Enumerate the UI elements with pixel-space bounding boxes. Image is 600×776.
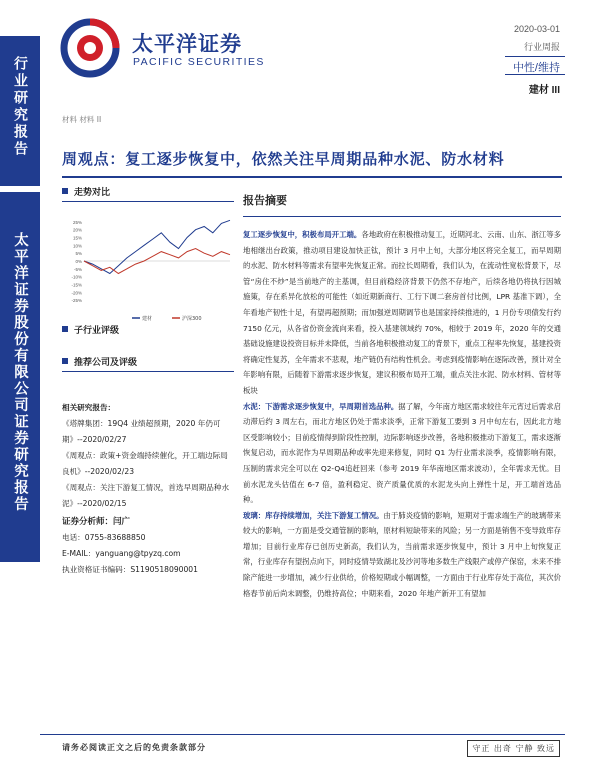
breadcrumb: 材料 材料 II (62, 115, 102, 124)
series-line (84, 220, 230, 273)
sidebar-top-block (0, 36, 40, 186)
y-tick-label: -15% (71, 282, 82, 288)
y-tick-label: 5% (75, 251, 82, 257)
paragraph-body: 据了解，今年南方地区需求较往年元宵过后需求启动滞后约 3 周左右，而北方地区仍处于需求淡季，正常下游复工要到 3 月中旬左右，因此北方地区受影响较小；目前疫情得到阶段性控制，边际影响逐步改善，各地积极推动下游复工，需求逐渐恢复启动，而水泥作为早周期品种或率先迎来修复，同时 Q1 为行业需求淡季，疫情影响有限，压制的需求完全可以在 Q2-Q4追赶回来（参考 2019 年华南地区需求波动），全年需求无忧。目前水泥龙头估值在 6-7 倍，盈利稳定、资产质量优质的水泥龙头向上弹性十足，开工端首选品种。 (243, 401, 561, 505)
analyst-email[interactable]: E-MAIL：yanguang@tpyzq.com (62, 549, 181, 558)
company-logo (60, 18, 270, 80)
sidebar-bottom-block (0, 192, 40, 562)
paragraph-body: 各地政府在积极推动复工，近期河北、云南、山东、浙江等多地相继出台政策，推动项目建设加快正钛，预计 3 月中上旬，大部分地区将完全复工，而早周期的水泥、防水材料等需求有望率先恢复正常。而拉长周期看，我们认为，在流动性宽松背景下，尽管“房住不炒”是当前地产的主基调，但目前稳经济背景下仍然不存地产，后续各地仍将执行因城施策，存在系异化放松的可能性（如近期新商行、工行下调二套房首付比例，LPR 基准下调），全年看地产韧性十足，有望再超预期；而加强逆周期调节也是国家持续推进的，1 月份专项债发行约 7150 亿元，从各省份资金流向来看，投入基建领域约 70%，相较于 2019 年，2020 年的交通基础设施建设投资目标并未降低，当前各地积极推动复工的背景下，重点工程率先恢复，基建投资将确定性复苏，全年需求不悲观，地产链仍有结构性机会。考虑到疫情影响在逐际改善，预计对全年影响有限，后随着下游需求逐步恢复，建议积极布局开工端，重点关注水泥、防水材料、管材等板块 (243, 230, 561, 395)
y-tick-label: -10% (71, 274, 82, 280)
abstract-paragraph (243, 227, 561, 399)
legend-label: 建材 (142, 316, 153, 322)
trend-chart (62, 208, 234, 323)
legend-label: 沪深300 (182, 316, 202, 322)
related-report-item[interactable]: 《周观点：关注下游复工情况，首选早周期品种水泥》--2020/02/15 (62, 483, 230, 508)
title-divider (62, 176, 562, 178)
square-bullet-icon (62, 358, 68, 364)
abstract-paragraph (243, 399, 561, 508)
paragraph-body: 由于肺炎疫情的影响，短期对于需求端生产的玻璃带来较大的影响，一方面是受交通管制的影响，原材料短缺带来的风险；另一方面是销售不变导致库存增加；目前行业库存已创历史新高，我们认为，当前需求逐步恢复中，预计 3 月中上旬恢复正常，行业库存有望拐点向下，同时疫情导致湖北及沙河等地多数生产线限产或停产保窑，未来不排除产能进一步增加，减少行业供给，价格短期或小幅调整，一方面由于行业库存处于高位，其次价格春节前后尚未调整，仍维持高位；中期来看，2020 年地产新开工有望加 (243, 510, 561, 598)
logo-ring-icon (60, 18, 120, 78)
related-reports-label: 相关研究报告： (62, 403, 116, 412)
brand-name-en: PACIFIC SECURITIES (133, 56, 265, 68)
header-divider (505, 56, 565, 57)
analyst-name: 证券分析师：闫广 (62, 517, 131, 527)
trend-chart-svg (62, 208, 234, 323)
related-reports (62, 400, 234, 512)
y-tick-label: 15% (72, 235, 82, 241)
y-tick-label: 20% (72, 227, 82, 233)
header-divider (505, 74, 565, 75)
abstract-paragraph (243, 508, 561, 602)
company-rating-section (62, 354, 234, 372)
report-type: 行业周报 (523, 42, 560, 52)
analyst-license: 执业资格证书编码：S1190518090001 (62, 565, 198, 574)
section-divider (62, 371, 234, 372)
industry-rating: 中性/维持 (512, 62, 560, 74)
company-rating-title: 推荐公司及评级 (74, 357, 138, 368)
sidebar-report-category: 行业研究报告 (12, 56, 28, 158)
y-tick-label: -20% (71, 290, 82, 296)
y-tick-label: -5% (73, 266, 82, 272)
brand-name-cn: 太平洋证券 (132, 32, 242, 56)
footer-divider (40, 734, 565, 735)
y-tick-label: 0% (75, 259, 82, 264)
section-divider (243, 216, 561, 217)
analyst-info (62, 514, 234, 578)
sidebar (0, 36, 40, 562)
sub-rating-section (62, 322, 234, 336)
section-divider (62, 201, 234, 202)
paragraph-lead: 复工逐步恢复中，积极布局开工端。 (243, 230, 362, 239)
trend-section-title: 走势对比 (74, 187, 111, 198)
y-tick-label: -25% (71, 298, 82, 304)
trend-section-header (62, 184, 234, 198)
footer-motto: 守正 出奇 宁静 致远 (467, 740, 560, 757)
abstract-title: 报告摘要 (243, 194, 287, 207)
report-date: 2020-03-01 (513, 24, 560, 34)
sidebar-company-name: 太平洋证券股份有限公司证券研究报告 (12, 232, 28, 513)
page-title: 周观点：复工逐步恢复中，依然关注早周期品种水泥、防水材料 (62, 150, 505, 168)
footer-disclaimer: 请务必阅读正文之后的免责条款部分 (62, 743, 206, 752)
square-bullet-icon (62, 326, 68, 332)
paragraph-lead: 水泥：下游需求逐步恢复中，早周期首选品种。 (243, 401, 399, 411)
y-tick-label: 25% (72, 219, 82, 225)
sub-rating-header (62, 322, 234, 336)
industry-sector: 建材 III (528, 85, 560, 96)
abstract-section (243, 192, 561, 601)
analyst-phone: 电话：0755-83688850 (62, 533, 146, 542)
square-bullet-icon (62, 188, 68, 194)
paragraph-lead: 玻璃：库存持续增加，关注下游复工情况。 (243, 510, 384, 520)
left-column (62, 184, 234, 574)
company-rating-header (62, 354, 234, 368)
sub-rating-title: 子行业评级 (74, 325, 120, 336)
report-meta (513, 24, 560, 96)
y-tick-label: 10% (72, 243, 82, 249)
related-report-item[interactable]: 《塔牌集团：19Q4 业绩超预期，2020 年仍可期》--2020/02/27 (62, 419, 221, 444)
related-report-item[interactable]: 《周观点：政策+资金端持续催化，开工端边际局良机》--2020/02/23 (62, 451, 228, 476)
